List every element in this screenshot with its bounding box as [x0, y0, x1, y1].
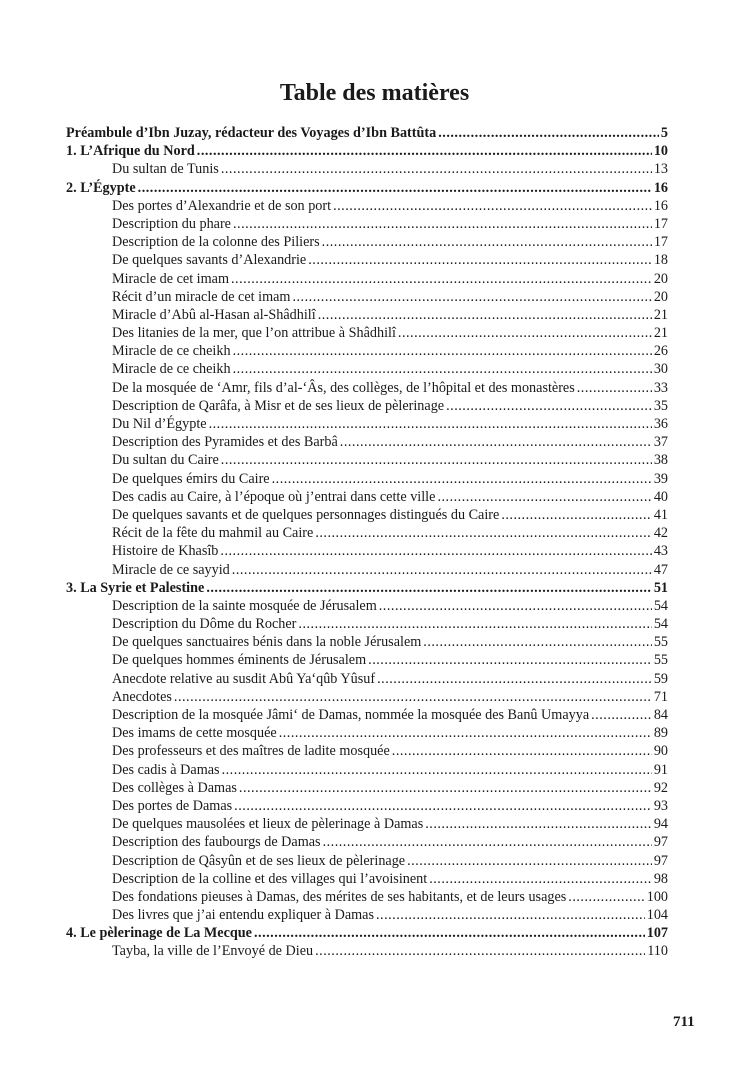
dot-leader — [446, 397, 652, 415]
toc-page-number: 42 — [653, 525, 668, 542]
toc-page-number: 26 — [653, 343, 668, 360]
toc-page-number: 16 — [653, 179, 668, 196]
toc-label: 4. Le pèlerinage de La Mecque — [66, 925, 252, 942]
toc-label: Description de la colonne des Piliers — [112, 234, 320, 251]
toc-entry-row — [66, 270, 668, 288]
toc-page-number: 10 — [653, 143, 668, 160]
dot-leader — [407, 852, 652, 870]
toc-entry-row — [66, 870, 668, 888]
dot-leader — [233, 342, 652, 360]
toc-page-number: 35 — [653, 397, 668, 414]
toc-label: De la mosquée de ‘Amr, fils d’al-‘Âs, des collèges, de l’hôpital et des monastères — [112, 379, 575, 396]
dot-leader — [379, 597, 652, 615]
toc-label: De quelques sanctuaires bénis dans la noble Jérusalem — [112, 634, 422, 651]
toc-label: De quelques mausolées et lieux de pèlerinage à Damas — [112, 816, 424, 833]
toc-entry-row — [66, 415, 668, 433]
dot-leader — [318, 306, 652, 324]
dot-leader — [425, 815, 652, 833]
toc-label: Récit d’un miracle de cet imam — [112, 288, 291, 305]
toc-page-number: 38 — [653, 452, 668, 469]
toc-label: Des professeurs et des maîtres de ladite mosquée — [112, 743, 390, 760]
dot-leader — [501, 506, 652, 524]
dot-leader — [254, 924, 645, 942]
toc-label: Du sultan du Caire — [112, 452, 219, 469]
dot-leader — [209, 415, 652, 433]
toc-page-number: 5 — [660, 125, 668, 141]
toc-page-number: 91 — [653, 761, 668, 778]
toc-label: Description de la sainte mosquée de Jérusalem — [112, 597, 377, 614]
toc-page-number: 16 — [653, 197, 668, 214]
toc-entry-row — [66, 852, 668, 870]
toc-entry-row — [66, 233, 668, 251]
dot-leader — [231, 270, 652, 288]
toc-label: 3. La Syrie et Palestine — [66, 579, 205, 596]
toc-entry-row — [66, 215, 668, 233]
toc-entry-row — [66, 815, 668, 833]
toc-entry-row — [66, 761, 668, 779]
toc-label: Tayba, la ville de l’Envoyé de Dieu — [112, 943, 314, 960]
dot-leader — [438, 124, 659, 142]
toc-page-number: 17 — [653, 215, 668, 232]
toc-page-number: 40 — [653, 488, 668, 505]
toc-page-number: 92 — [653, 779, 668, 796]
dot-leader — [197, 142, 652, 160]
toc-entry-row — [66, 470, 668, 488]
toc-label: Description de Qarâfa, à Misr et de ses lieux de pèlerinage — [112, 397, 445, 414]
page-title: Table des matières — [279, 80, 470, 106]
toc-page-number: 21 — [653, 325, 668, 342]
toc-section-row — [66, 924, 668, 942]
toc-page-number: 30 — [653, 361, 668, 378]
dot-leader — [234, 797, 652, 815]
dot-leader — [376, 906, 645, 924]
dot-leader — [423, 633, 652, 651]
toc-page-number: 89 — [653, 725, 668, 742]
toc-entry-row — [66, 433, 668, 451]
toc-entry-row — [66, 324, 668, 342]
toc-label: Des portes de Damas — [112, 797, 233, 814]
toc-entry-row — [66, 397, 668, 415]
toc-page-number: 54 — [653, 616, 668, 633]
toc-page-number: 21 — [653, 306, 668, 323]
dot-leader — [298, 615, 651, 633]
toc-label: Des cadis à Damas — [112, 761, 220, 778]
dot-leader — [398, 324, 652, 342]
toc-label: Description du phare — [112, 215, 231, 232]
dot-leader — [308, 251, 652, 269]
toc-page-number: 94 — [653, 816, 668, 833]
toc-entry-row — [66, 197, 668, 215]
toc-page-number: 97 — [653, 852, 668, 869]
toc-page-number: 18 — [653, 252, 668, 269]
toc-entry-row — [66, 561, 668, 579]
toc-entry-row — [66, 888, 668, 906]
toc-label: Miracle de ce cheikh — [112, 361, 231, 378]
toc-label: Miracle de cet imam — [112, 270, 229, 287]
dot-leader — [377, 670, 652, 688]
dot-leader — [315, 942, 645, 960]
toc-page-number: 33 — [653, 379, 668, 396]
toc-label: Du Nil d’Égypte — [112, 416, 207, 432]
toc-entry-row — [66, 633, 668, 651]
toc-page-number: 51 — [653, 579, 668, 596]
toc-label: Des portes d’Alexandrie et de son port — [112, 197, 332, 214]
toc-page-number: 59 — [653, 670, 668, 687]
dot-leader — [206, 579, 652, 597]
toc-label: Des collèges à Damas — [112, 779, 237, 796]
dot-leader — [272, 470, 652, 488]
dot-leader — [292, 288, 651, 306]
toc-label: Description des Pyramides et des Barbâ — [112, 434, 338, 451]
toc-page-number: 100 — [646, 888, 668, 905]
toc-entry-row — [66, 451, 668, 469]
toc-entry-row — [66, 906, 668, 924]
toc-entry-row — [66, 797, 668, 815]
toc-label: Des livres que j’ai entendu expliquer à Damas — [112, 907, 374, 924]
toc-entry-row — [66, 306, 668, 324]
toc-page-number: 47 — [653, 561, 668, 578]
toc-entry-row — [66, 360, 668, 378]
dot-leader — [577, 379, 652, 397]
dot-leader — [221, 160, 652, 178]
toc-section-row — [66, 579, 668, 597]
toc-entry-row — [66, 488, 668, 506]
toc-label: Description du Dôme du Rocher — [112, 616, 297, 633]
dot-leader — [233, 360, 652, 378]
dot-leader — [174, 688, 652, 706]
dot-leader — [232, 561, 652, 579]
dot-leader — [322, 233, 652, 251]
dot-leader — [591, 706, 652, 724]
toc-entry-row — [66, 288, 668, 306]
toc-entry-row — [66, 724, 668, 742]
dot-leader — [340, 433, 652, 451]
toc-label: De quelques savants d’Alexandrie — [112, 252, 307, 269]
toc-page-number: 84 — [653, 707, 668, 723]
table-of-contents — [66, 124, 668, 961]
toc-page-number: 20 — [653, 270, 668, 287]
toc-label: Anecdotes — [112, 688, 172, 705]
toc-label: Des litanies de la mer, que l’on attribue à Shâdhilî — [112, 325, 396, 342]
dot-leader — [323, 833, 652, 851]
toc-label: Description de la mosquée Jâmi‘ de Damas, nommée la mosquée des Banû Umayya — [112, 707, 590, 723]
toc-entry-row — [66, 524, 668, 542]
toc-page-number: 43 — [653, 543, 668, 560]
dot-leader — [138, 179, 652, 197]
toc-page-number: 71 — [653, 688, 668, 705]
dot-leader — [333, 197, 652, 215]
toc-label: Des imams de cette mosquée — [112, 725, 277, 742]
toc-entry-row — [66, 251, 668, 269]
toc-entry-row — [66, 160, 668, 178]
toc-label: Préambule d’Ibn Juzay, rédacteur des Voyages d’Ibn Battûta — [66, 125, 437, 141]
toc-page-number: 37 — [653, 434, 668, 451]
toc-page-number: 97 — [653, 834, 668, 851]
toc-page-number: 93 — [653, 797, 668, 814]
toc-label: De quelques émirs du Caire — [112, 470, 270, 487]
toc-entry-row — [66, 342, 668, 360]
toc-label: Miracle de ce sayyid — [112, 561, 230, 578]
dot-leader — [279, 724, 652, 742]
toc-page-number: 110 — [647, 943, 668, 960]
toc-section-row — [66, 179, 668, 197]
toc-entry-row — [66, 706, 668, 724]
toc-entry-row — [66, 506, 668, 524]
dot-leader — [429, 870, 652, 888]
toc-page-number: 104 — [646, 907, 668, 924]
dot-leader — [437, 488, 651, 506]
dot-leader — [239, 779, 652, 797]
toc-page-number: 55 — [653, 634, 668, 651]
toc-label: 1. L’Afrique du Nord — [66, 143, 195, 160]
toc-label: Des fondations pieuses à Damas, des mérites de ses habitants, et de leurs usages — [112, 888, 567, 905]
toc-label: Du sultan de Tunis — [112, 161, 219, 178]
toc-page-number: 98 — [653, 870, 668, 887]
toc-page-number: 107 — [646, 925, 668, 942]
toc-label: Description de la colline et des villages qui l’avoisinent — [112, 870, 428, 887]
dot-leader — [368, 651, 652, 669]
toc-entry-row — [66, 597, 668, 615]
page-number: 711 — [673, 1014, 695, 1030]
toc-entry-row — [66, 779, 668, 797]
toc-label: Miracle de ce cheikh — [112, 343, 231, 360]
toc-label: De quelques savants et de quelques personnages distingués du Caire — [112, 506, 500, 523]
toc-page-number: 54 — [653, 597, 668, 614]
dot-leader — [221, 451, 652, 469]
toc-entry-row — [66, 670, 668, 688]
toc-label: Miracle d’Abû al-Hasan al-Shâdhilî — [112, 306, 316, 323]
toc-entry-row — [66, 615, 668, 633]
toc-page-number: 36 — [653, 416, 668, 432]
toc-label: Histoire de Khasîb — [112, 543, 219, 560]
toc-page-number: 17 — [653, 234, 668, 251]
dot-leader — [233, 215, 652, 233]
toc-section-row — [66, 142, 668, 160]
dot-leader — [315, 524, 652, 542]
toc-section-row — [66, 124, 668, 142]
dot-leader — [220, 542, 651, 560]
toc-page-number: 20 — [653, 288, 668, 305]
toc-label: De quelques hommes éminents de Jérusalem — [112, 652, 367, 669]
toc-label: Description des faubourgs de Damas — [112, 834, 321, 851]
toc-entry-row — [66, 688, 668, 706]
toc-label: Anecdote relative au susdit Abû Ya‘qûb Yûsuf — [112, 670, 376, 687]
toc-entry-row — [66, 833, 668, 851]
toc-page-number: 41 — [653, 506, 668, 523]
toc-entry-row — [66, 742, 668, 760]
dot-leader — [392, 742, 652, 760]
toc-entry-row — [66, 542, 668, 560]
toc-page-number: 55 — [653, 652, 668, 669]
toc-label: 2. L’Égypte — [66, 179, 136, 196]
toc-page-number: 39 — [653, 470, 668, 487]
toc-page-number: 90 — [653, 743, 668, 760]
toc-entry-row — [66, 651, 668, 669]
toc-label: Description de Qâsyûn et de ses lieux de pèlerinage — [112, 852, 406, 869]
toc-label: Récit de la fête du mahmil au Caire — [112, 525, 314, 542]
toc-entry-row — [66, 379, 668, 397]
toc-label: Des cadis au Caire, à l’époque où j’entrai dans cette ville — [112, 488, 436, 505]
toc-entry-row — [66, 942, 668, 960]
dot-leader — [568, 888, 644, 906]
toc-page-number: 13 — [653, 161, 668, 178]
dot-leader — [222, 761, 652, 779]
